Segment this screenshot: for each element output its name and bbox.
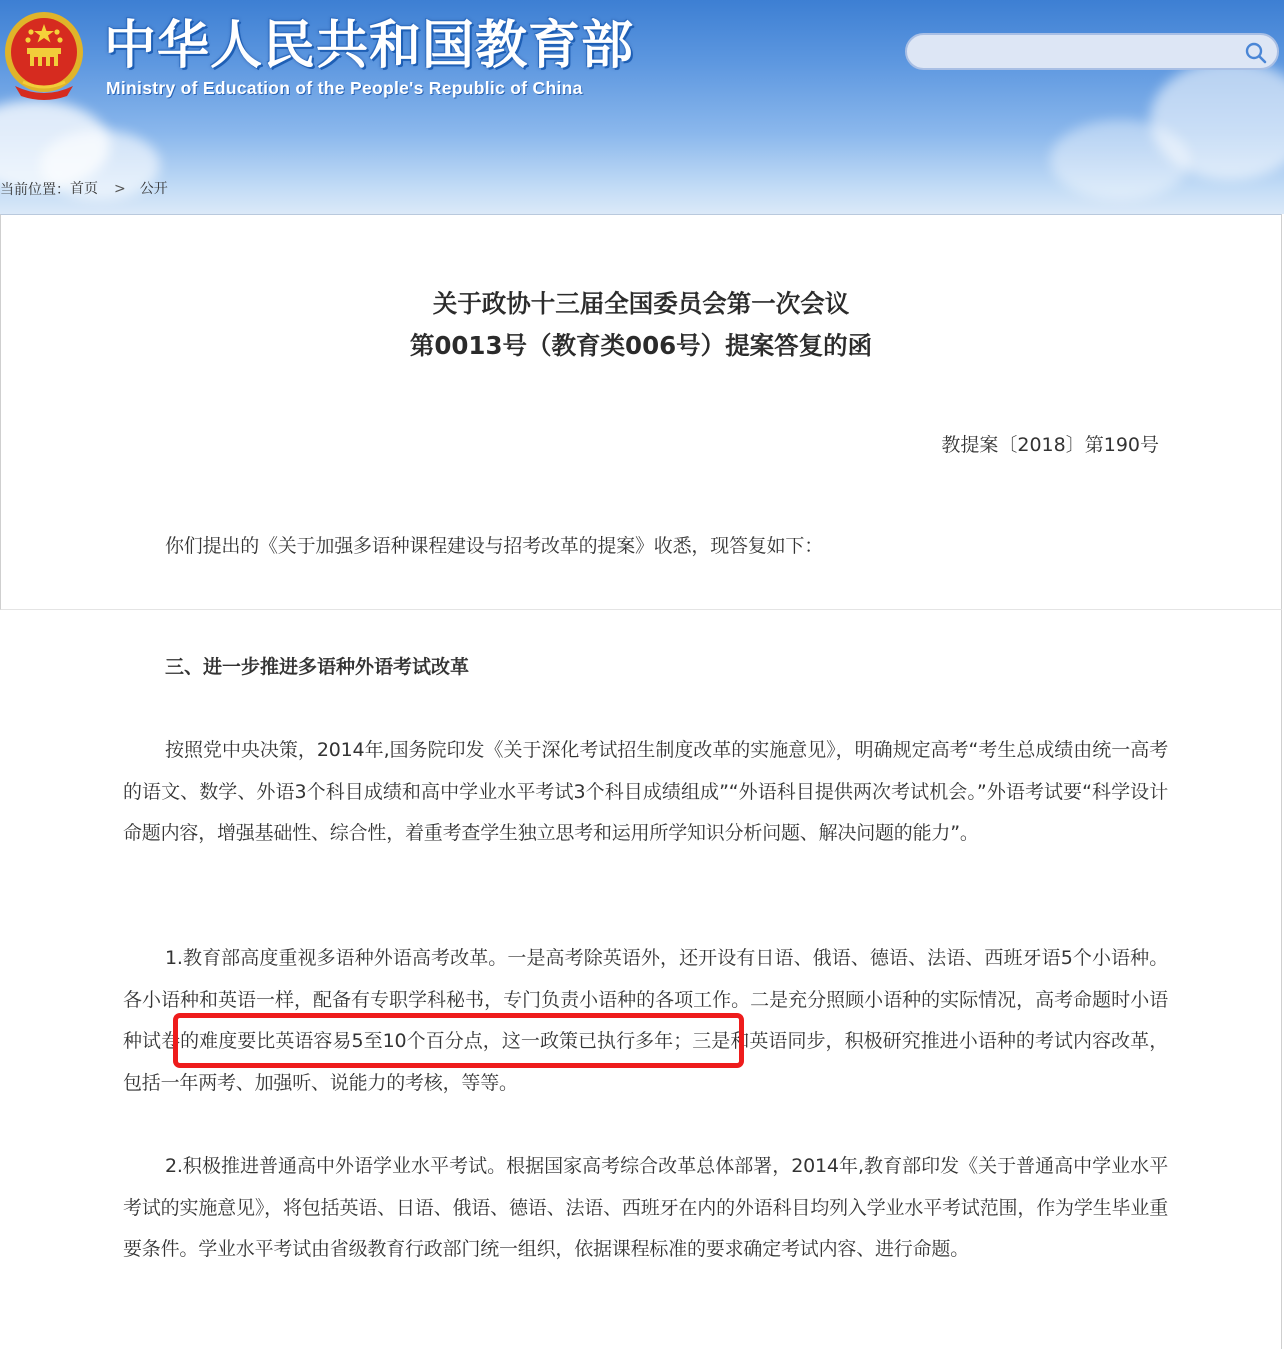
breadcrumb-label: 当前位置： xyxy=(0,182,70,198)
document-paragraph: 按照党中央决策，2014年,国务院印发《关于深化考试招生制度改革的实施意见》，明确规定高考“考生总成绩由统一高考的语文、数学、外语3个科目成绩和高中学业水平考试3个科目成绩组成”“外语科目提供两次考试机会。”外语考试要“科学设计命题内容，增强基础性、综合性，着重考查学生独立思考和运用所学知识分析问题、解决问题的能力”。 xyxy=(123,739,1168,844)
breadcrumb-public-link[interactable]: 公开 xyxy=(139,181,168,197)
search-input[interactable] xyxy=(921,39,1235,67)
site-subtitle: Ministry of Education of the People's Republic of China xyxy=(106,78,583,98)
document-title-line1: 关于政协十三届全国委员会第一次会议 xyxy=(432,289,850,318)
document-paragraph: 2.积极推进普通高中外语学业水平考试。根据国家高考综合改革总体部署，2014年,教育部印发《关于普通高中学业水平考试的实施意见》，将包括英语、日语、俄语、德语、法语、西班牙在内的外语科目均列入学业水平考试范围，作为学生毕业重要条件。学业水平考试由省级教育行政部门统一组织，依据课程标准的要求确定考试内容、进行命题。 xyxy=(123,1155,1168,1260)
section-heading: 三、进一步推进多语种外语考试改革 xyxy=(165,656,470,678)
breadcrumb-home-link[interactable]: 首页 xyxy=(70,181,98,197)
search-icon[interactable] xyxy=(1243,40,1269,66)
highlighted-sentence: 高考命题时小语种试卷的难度要比英语容易5至10个百分点， xyxy=(123,988,1168,1052)
chevron-right-icon: > xyxy=(114,181,126,197)
site-header xyxy=(0,0,1284,214)
document-intro: 你们提出的《关于加强多语种课程建设与招考改革的提案》收悉，现答复如下： xyxy=(165,535,824,557)
breadcrumb xyxy=(0,178,168,198)
search-box xyxy=(905,33,1279,70)
document-paragraph-highlighted xyxy=(123,938,1168,1104)
document-number: 教提案〔2018〕第190号 xyxy=(941,434,1159,456)
paragraph-text-after: 这一政策已执行多年；三是和英语同步，积极研究推进小语种的考试内容改革，包括一年两考、加强听、说能力的考核，等等。 xyxy=(123,1030,1168,1094)
site-title[interactable]: 中华人民共和国教育部 xyxy=(104,15,635,76)
national-emblem-icon[interactable] xyxy=(3,8,85,100)
document-title xyxy=(0,283,1282,367)
header-cloud-decoration xyxy=(1050,120,1190,200)
paragraph-text-before: 1.教育部高度重视多语种外语高考改革。一是高考除英语外，还开设有日语、俄语、德语、法语、西班牙语5个小语种。各小语种和英语一样，配备有专职学科秘书，专门负责小语种的各项工作。二是充分照顾小语种的实际情况， xyxy=(123,947,1168,1011)
document-title-line2: 第0013号（教育类006号）提案答复的函 xyxy=(409,331,873,360)
